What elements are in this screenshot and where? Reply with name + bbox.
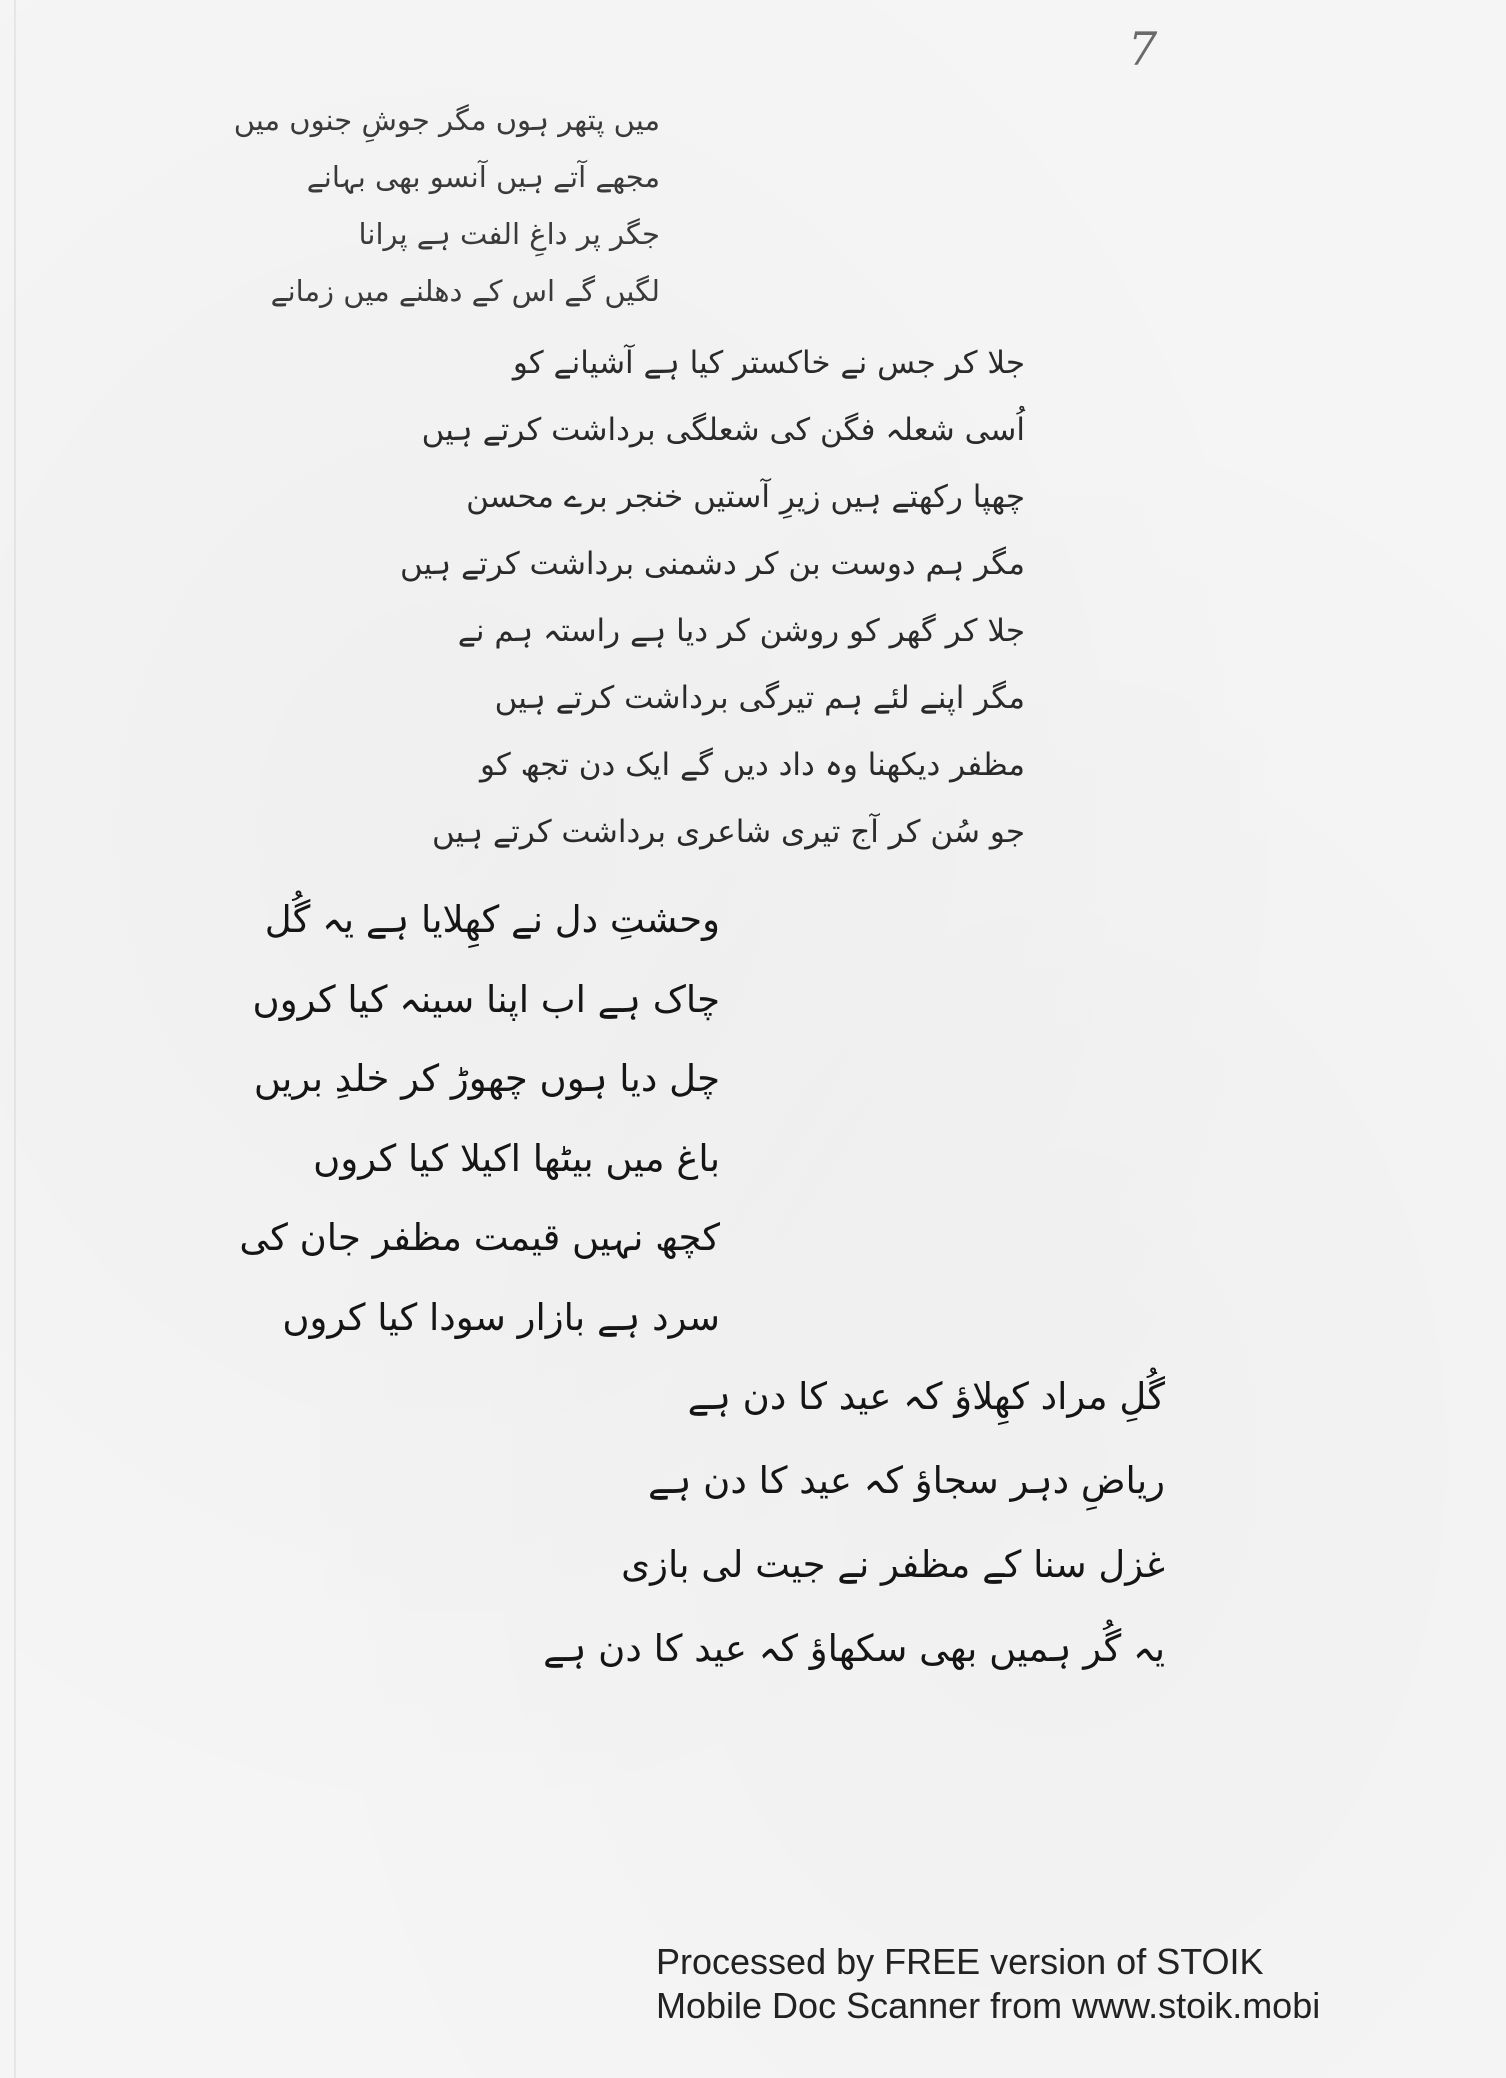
poem-line: اُسی شعلہ فگن کی شعلگی برداشت کرتے ہیں: [421, 412, 1025, 448]
poem-line: مجھے آتے ہیں آنسو بھی بہانے: [306, 160, 660, 194]
poem-line: چل دیا ہوں چھوڑ کر خلدِ بریں: [253, 1057, 720, 1100]
poem-stanza-1: [233, 92, 660, 320]
poem-line: وحشتِ دل نے کھِلایا ہے یہ گُل: [264, 898, 720, 941]
poem-line: یہ گُر ہمیں بھی سکھاؤ کہ عید کا دن ہے: [543, 1627, 1165, 1670]
poem-line: کچھ نہیں قیمت مظفر جان کی: [239, 1216, 720, 1259]
poem-line: گُلِ مراد کھِلاؤ کہ عید کا دن ہے: [687, 1375, 1165, 1418]
poem-line: مگر ہم دوست بن کر دشمنی برداشت کرتے ہیں: [400, 546, 1025, 582]
poem-stanza-3: [239, 880, 720, 1357]
page-number: 7: [1128, 22, 1158, 76]
poem-stanza-2: [400, 330, 1025, 866]
poem-line: جلا کر جس نے خاکستر کیا ہے آشیانے کو: [512, 345, 1025, 381]
poem-line: مظفر دیکھنا وہ داد دیں گے ایک دن تجھ کو: [479, 747, 1025, 783]
scanner-watermark: [656, 1940, 1496, 2028]
poem-line: لگیں گے اس کے دھلنے میں زمانے: [270, 274, 660, 308]
poem-line: غزل سنا کے مظفر نے جیت لی بازی: [621, 1543, 1165, 1586]
poem-line: ریاضِ دہر سجاؤ کہ عید کا دن ہے: [648, 1459, 1165, 1502]
poem-line: میں پتھر ہوں مگر جوشِ جنوں میں: [233, 103, 660, 137]
poem-line: چاک ہے اب اپنا سینہ کیا کروں: [252, 977, 720, 1021]
poem-stanza-4: [543, 1355, 1165, 1691]
poem-line: جلا کر گھر کو روشن کر دیا ہے راستہ ہم نے: [457, 613, 1025, 649]
poem-line: جگر پر داغِ الفت ہے پرانا: [358, 217, 660, 251]
poem-line: سرد ہے بازار سودا کیا کروں: [282, 1295, 720, 1339]
poem-line: جو سُن کر آج تیری شاعری برداشت کرتے ہیں: [431, 814, 1025, 850]
poem-line: چھپا رکھتے ہیں زیرِ آستیں خنجر برے محسن: [466, 479, 1025, 515]
poem-line: مگر اپنے لئے ہم تیرگی برداشت کرتے ہیں: [494, 680, 1025, 716]
page-edge-shadow: [14, 0, 16, 2078]
watermark-line-2: Mobile Doc Scanner from www.stoik.mobi: [656, 1985, 1321, 2026]
poem-line: باغ میں بیٹھا اکیلا کیا کروں: [313, 1136, 720, 1180]
watermark-line-1: Processed by FREE version of STOIK: [656, 1941, 1264, 1982]
